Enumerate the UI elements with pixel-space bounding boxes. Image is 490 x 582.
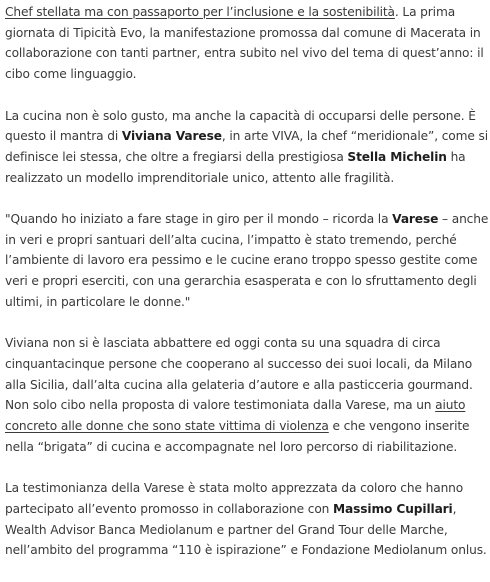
article-body xyxy=(5,2,489,582)
paragraph-cucina xyxy=(5,106,489,189)
paragraph-squadra xyxy=(5,333,489,457)
bold-massimo-cupillari: Massimo Cupillari xyxy=(333,501,453,516)
text-segment: Viviana non si è lasciata abbattere ed oggi conta su una squadra di circa cinquantacinque persone che cooperano al successo dei suoi locali, da Milano alla Sicilia, dall’alta cucina alla gelateria d’autore e alla pasticceria gourmand. Non solo cibo nella proposta di valore testimoniata dalla Varese, ma un xyxy=(5,336,473,413)
bold-varese: Varese xyxy=(392,212,439,226)
paragraph-quote xyxy=(5,209,489,313)
text-segment: , Wealth Advisor Banca Mediolanum e partner del Grand Tour delle Marche, nell’ambito del programma “110 è ispirazione” e Fondazione Mediolanum onlus. xyxy=(5,501,487,558)
text-segment: – anche in veri e propri santuari dell’alta cucina, l’impatto è stato tremendo, perché l’ambiente di lavoro era pessimo e le cucine erano troppo spesso gestite come veri e propri eserciti, con una gerarchia esasperata e con lo sfruttamento degli ultimi, in particolare le donne." xyxy=(5,212,489,309)
text-segment: e che vengono inserite nella “brigata” di cucina e accompagnate nel loro percorso di riabilitazione. xyxy=(5,419,470,454)
paragraph-intro xyxy=(5,2,489,85)
paragraph-testimonianza xyxy=(5,478,489,561)
text-segment: "Quando ho iniziato a fare stage in giro per il mondo – ricorda la xyxy=(5,212,393,226)
intro-text: . La prima giornata di Tipicità Evo, la manifestazione promossa dal comune di Macerata in collaborazione con tanti partner, entra subito nel vivo del tema di quest’anno: il cibo come linguaggio. xyxy=(5,5,484,82)
link-chef-stellata[interactable]: Chef stellata ma con passaporto per l’inclusione e la sostenibilità xyxy=(5,5,395,19)
text-segment: , in arte VIVA, la chef “meridionale”, come si definisce lei stessa, che oltre a fregiarsi della prestigiosa xyxy=(5,129,489,164)
link-aiuto-concreto[interactable]: aiuto concreto alle donne che sono state vittima di violenza xyxy=(5,398,466,434)
text-segment: La testimonianza della Varese è stata molto apprezzata da coloro che hanno partecipato all’evento promosso in collaborazione con xyxy=(5,481,464,516)
bold-viviana-varese: Viviana Varese xyxy=(121,129,222,144)
text-segment: ha realizzato un modello imprenditoriale unico, attento alle fragilità. xyxy=(5,149,466,185)
bold-stella-michelin: Stella Michelin xyxy=(347,149,447,164)
text-segment: La cucina non è solo gusto, ma anche la capacità di occuparsi delle persone. È questo il mantra di xyxy=(5,108,476,144)
